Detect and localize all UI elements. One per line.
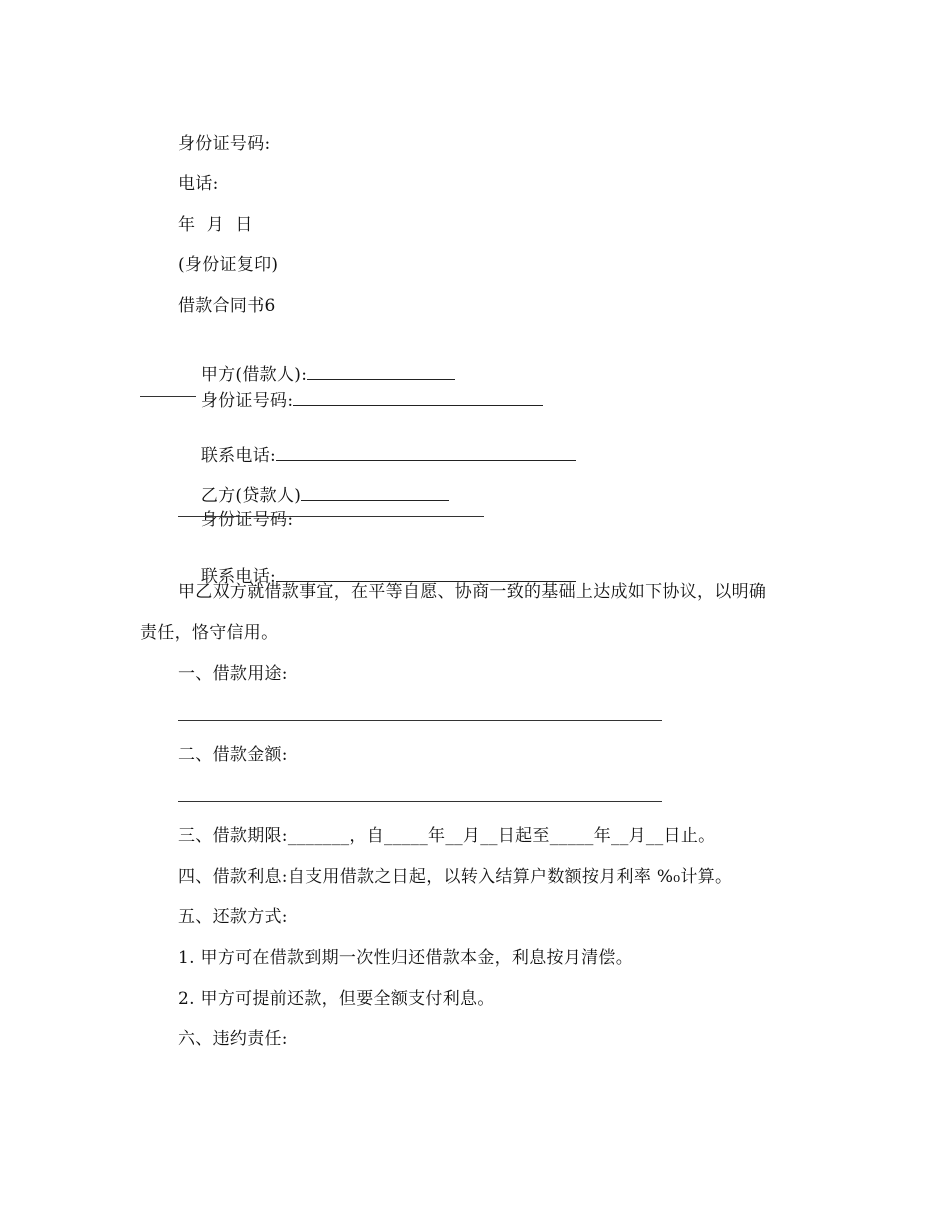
section-repayment: 五、还款方式: [178, 907, 288, 927]
section-loan-interest: 四、借款利息:自支用借款之日起，以转入结算户数额按月利率 %₀计算。 [178, 867, 733, 887]
loan-purpose-blank [178, 720, 662, 721]
party-a-id-label: 身份证号码: [200, 391, 294, 411]
party-b-name-blank [301, 482, 449, 501]
phone-label: 电话: [178, 174, 219, 194]
party-b-phone-label: 联系电话: [200, 567, 277, 587]
id-copy-note: (身份证复印) [178, 255, 279, 275]
intro-paragraph-line-2: 责任，恪守信用。 [140, 623, 279, 643]
section-loan-amount: 二、借款金额: [178, 745, 288, 765]
party-b-label: 乙方(贷款人) [200, 486, 302, 506]
loan-amount-blank [178, 801, 662, 802]
repayment-item-1: 1. 甲方可在借款到期一次性归还借款本金，利息按月清偿。 [178, 948, 634, 968]
party-b-id-label: 身份证号码: [200, 510, 294, 530]
section-loan-term: 三、借款期限:_______，自_____年__月__日起至_____年__月__日止。 [178, 826, 716, 846]
repayment-item-2: 2. 甲方可提前还款，但要全额支付利息。 [178, 989, 495, 1009]
section-loan-purpose: 一、借款用途: [178, 664, 288, 684]
date-line: 年 月 日 [178, 215, 253, 235]
party-a-phone-label: 联系电话: [200, 446, 277, 466]
party-a-label: 甲方(借款人): [200, 365, 308, 385]
party-b-id-blank [178, 516, 484, 517]
party-a-id-blank [293, 387, 543, 406]
section-breach-liability: 六、违约责任: [178, 1029, 288, 1049]
intro-paragraph-line-1: 甲乙双方就借款事宜，在平等自愿、协商一致的基础上达成如下协议，以明确 [178, 582, 767, 602]
party-a-name-blank [307, 361, 455, 380]
id-number-label: 身份证号码: [178, 134, 271, 154]
party-a-id-blank-continued [140, 396, 196, 397]
contract-title: 借款合同书6 [178, 296, 276, 316]
